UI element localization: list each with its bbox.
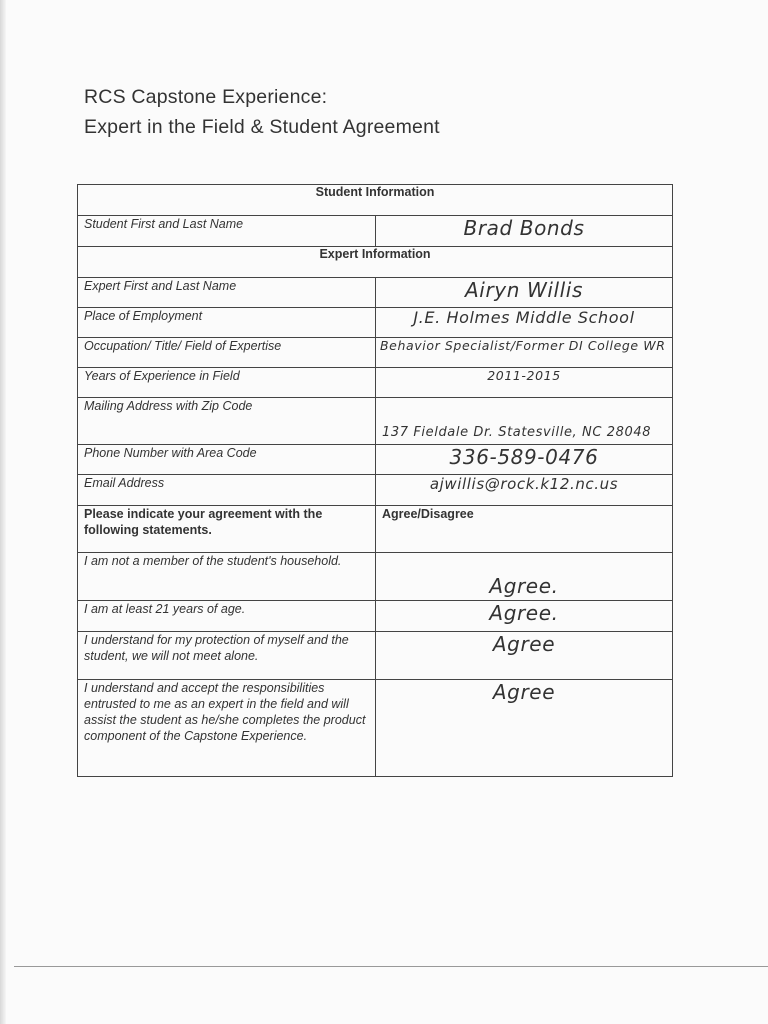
email-label: Email Address — [78, 475, 376, 506]
table-row — [78, 278, 673, 308]
scan-edge — [0, 0, 6, 1024]
agreement-form-table — [77, 184, 673, 777]
page-bottom-rule — [14, 966, 768, 967]
student-section-heading: Student Information — [78, 185, 673, 216]
statement-responsibilities: I understand and accept the responsibilities entrusted to me as an expert in the field and will assist the student as he/she completes the product component of the Capstone Experience. — [78, 680, 376, 777]
statement-household: I am not a member of the student's household. — [78, 553, 376, 601]
table-row — [78, 632, 673, 680]
response-age[interactable]: Agree. — [376, 601, 673, 632]
table-row — [78, 338, 673, 368]
table-row — [78, 601, 673, 632]
agree-disagree-header: Agree/Disagree — [376, 506, 673, 553]
phone-label: Phone Number with Area Code — [78, 445, 376, 475]
address-label: Mailing Address with Zip Code — [78, 398, 376, 445]
table-row — [78, 475, 673, 506]
table-row — [78, 553, 673, 601]
employment-value[interactable]: J.E. Holmes Middle School — [376, 308, 673, 338]
experience-value[interactable]: 2011-2015 — [376, 368, 673, 398]
response-responsibilities[interactable]: Agree — [376, 680, 673, 777]
expert-name-label: Expert First and Last Name — [78, 278, 376, 308]
agreement-prompt: Please indicate your agreement with the following statements. — [78, 506, 376, 553]
employment-label: Place of Employment — [78, 308, 376, 338]
expert-name-value[interactable]: Airyn Willis — [376, 278, 673, 308]
table-row — [78, 308, 673, 338]
table-row — [78, 680, 673, 777]
table-row — [78, 398, 673, 445]
experience-label: Years of Experience in Field — [78, 368, 376, 398]
expert-section-heading: Expert Information — [78, 247, 673, 278]
occupation-label: Occupation/ Title/ Field of Expertise — [78, 338, 376, 368]
occupation-value[interactable]: Behavior Specialist/Former DI College WR — [376, 338, 673, 368]
title-line-1: RCS Capstone Experience: — [84, 86, 328, 108]
table-row — [78, 445, 673, 475]
address-value[interactable]: 137 Fieldale Dr. Statesville, NC 28048 — [376, 398, 673, 445]
student-name-label: Student First and Last Name — [78, 216, 376, 247]
statement-protection: I understand for my protection of myself and the student, we will not meet alone. — [78, 632, 376, 680]
document-title — [84, 82, 440, 142]
response-household[interactable]: Agree. — [376, 553, 673, 601]
response-protection[interactable]: Agree — [376, 632, 673, 680]
expert-section-row — [78, 247, 673, 278]
student-name-value[interactable]: Brad Bonds — [376, 216, 673, 247]
email-value[interactable]: ajwillis@rock.k12.nc.us — [376, 475, 673, 506]
phone-value[interactable]: 336-589-0476 — [376, 445, 673, 475]
agreement-header-row — [78, 506, 673, 553]
table-row — [78, 368, 673, 398]
student-section-row — [78, 185, 673, 216]
table-row — [78, 216, 673, 247]
title-line-2: Expert in the Field & Student Agreement — [84, 116, 440, 138]
statement-age: I am at least 21 years of age. — [78, 601, 376, 632]
